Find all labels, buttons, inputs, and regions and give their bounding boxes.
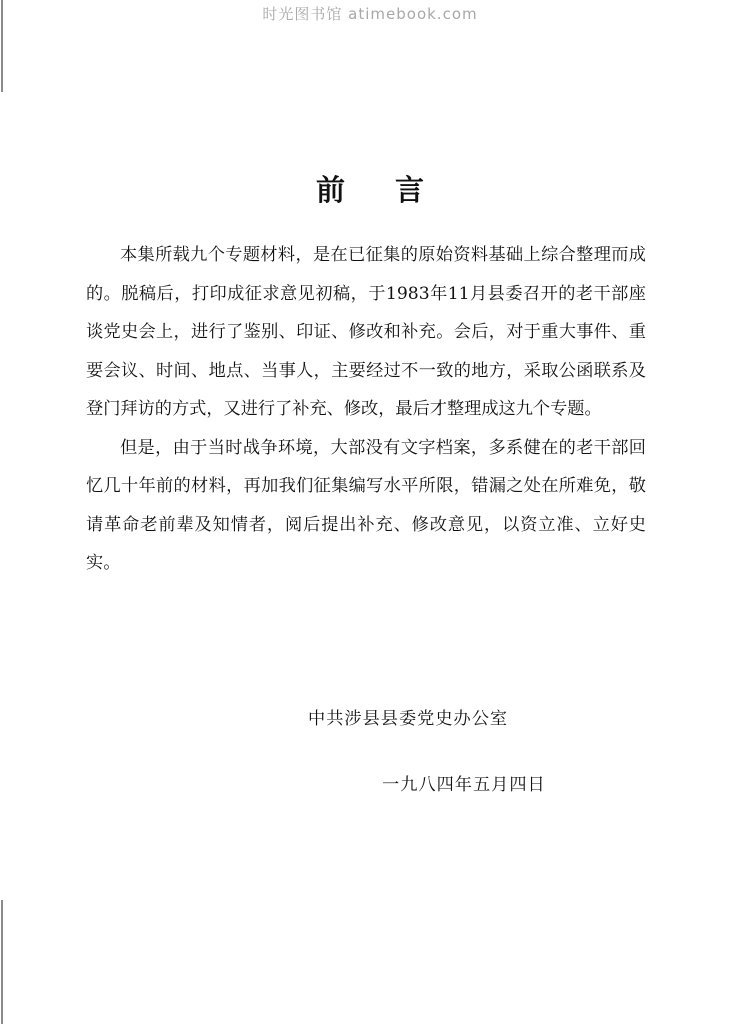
scan-edge-top xyxy=(1,0,3,92)
paragraph-2: 但是，由于当时战争环境，大部没有文字档案，多系健在的老干部回忆几十年前的材料，再加我们征集编写水平所限，错漏之处在所难免，敬请革命老前辈及知情者，阅后提出补充、修改意见，以资立准、立好史实。 xyxy=(86,437,646,573)
scan-edge-bottom xyxy=(1,900,3,1024)
page-title: 前言 xyxy=(315,173,474,207)
paragraph-1: 本集所载九个专题材料，是在已征集的原始资料基础上综合整理而成的。脱稿后，打印成征求意见初稿，于1983年11月县委召开的老干部座谈党史会上，进行了鉴别、印证、修改和补充。会后，对于重大事件、重要会议、时间、地点、当事人，主要经过不一致的地方，采取公函联系及登门拜访的方式，又进行了补充、修改，最后才整理成这九个专题。 xyxy=(86,245,646,419)
body-text xyxy=(86,236,646,583)
date: 一九八四年五月四日 xyxy=(382,775,546,795)
signature: 中共涉县县委党史办公室 xyxy=(308,709,509,729)
watermark: 时光图书馆 atimebook.com xyxy=(262,5,478,23)
